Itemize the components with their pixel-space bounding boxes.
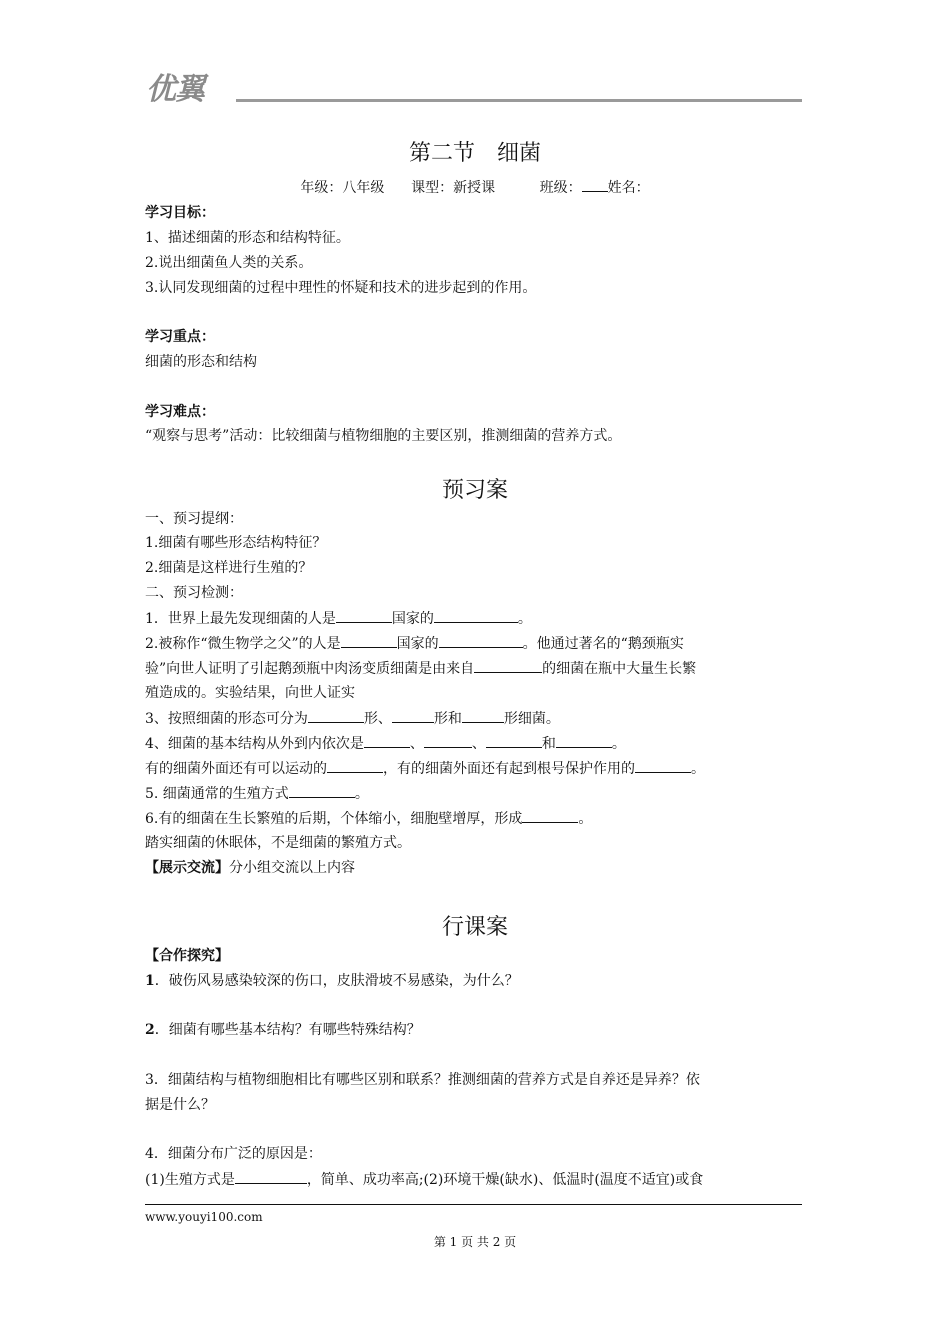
check-item-4 bbox=[145, 733, 626, 754]
check-5-text: 5. 细菌通常的生殖方式 bbox=[145, 786, 289, 802]
outline-heading: 一、预习提纲： bbox=[145, 511, 243, 527]
check-6-text: 。 bbox=[578, 811, 593, 827]
blank[interactable] bbox=[336, 608, 392, 623]
blank[interactable] bbox=[439, 633, 523, 648]
brand-logo: 优翼 bbox=[146, 72, 204, 107]
check-item-6 bbox=[145, 808, 592, 829]
lesson-q1 bbox=[145, 971, 519, 991]
check-item-5 bbox=[145, 783, 369, 804]
lesson-q2 bbox=[145, 1020, 421, 1040]
check-3-text: 形、 bbox=[363, 711, 392, 727]
goals-heading: 学习目标： bbox=[145, 205, 215, 221]
check-3-text: 形细菌。 bbox=[503, 711, 560, 727]
check-item-2 bbox=[145, 633, 684, 654]
check-5-text: 。 bbox=[354, 786, 369, 802]
blank[interactable] bbox=[635, 758, 691, 773]
blank[interactable] bbox=[474, 658, 542, 673]
page-number: 第 1 页 共 2 页 bbox=[433, 1235, 517, 1249]
check-2-text: 国家的 bbox=[396, 636, 439, 652]
check-item-3 bbox=[145, 708, 560, 729]
check-4-text: ，有的细菌外面还有起到根号保护作用的 bbox=[383, 761, 635, 777]
check-4-text: 有的细菌外面还有可以运动的 bbox=[145, 761, 327, 777]
info-type: 课型：新授课 bbox=[411, 180, 496, 196]
footer-rule bbox=[145, 1204, 802, 1205]
check-1-text: 1．世界上最先发现细菌的人是 bbox=[145, 611, 336, 627]
lesson-info bbox=[0, 177, 950, 197]
key-heading: 学习重点： bbox=[145, 329, 215, 345]
page-title: 第二节 细菌 bbox=[408, 141, 541, 166]
goal-3: 3.认同发现细菌的过程中理性的怀疑和技术的进步起到的作用。 bbox=[145, 280, 537, 296]
blank[interactable] bbox=[327, 758, 383, 773]
goal-1: 1、描述细菌的形态和结构特征。 bbox=[145, 230, 350, 246]
info-grade: 年级：八年级 bbox=[300, 180, 385, 196]
check-2-text: 。他通过著名的“鹅颈瓶实 bbox=[522, 636, 684, 652]
blank[interactable] bbox=[434, 608, 518, 623]
check-2-text: 2.被称作“微生物学之父”的人是 bbox=[145, 636, 341, 652]
check-3-text: 3、按照细菌的形态可分为 bbox=[145, 711, 308, 727]
lesson-q3-line2: 据是什么？ bbox=[145, 1097, 215, 1113]
header-rule bbox=[236, 99, 802, 102]
check-1-text: 国家的 bbox=[391, 611, 434, 627]
check-4-text: 4、细菌的基本结构从外到内依次是 bbox=[145, 736, 364, 752]
lesson-q1-number: 1 bbox=[145, 973, 155, 989]
lesson-q2-text: ．细菌有哪些基本结构？有哪些特殊结构？ bbox=[154, 1022, 421, 1038]
check-1-text: 。 bbox=[517, 611, 532, 627]
blank[interactable] bbox=[308, 708, 364, 723]
check-4-text: 、 bbox=[471, 736, 486, 752]
check-item-2-line2 bbox=[145, 658, 696, 679]
blank[interactable] bbox=[289, 783, 355, 798]
footer-url[interactable]: www.youyi100.com bbox=[145, 1210, 263, 1224]
blank[interactable] bbox=[522, 808, 578, 823]
check-item-6-line2: 踏实细菌的休眠体，不是细菌的繁殖方式。 bbox=[145, 835, 411, 851]
blank[interactable] bbox=[364, 733, 410, 748]
lesson-q4-text: ，简单、成功率高;(2)环境干燥(缺水)、低温时(温度不适宜)或食 bbox=[306, 1172, 704, 1188]
lesson-q4: 4．细菌分布广泛的原因是： bbox=[145, 1146, 322, 1162]
check-2-text: 验”向世人证明了引起鹅颈瓶中肉汤变质细菌是由来自 bbox=[145, 661, 475, 677]
blank[interactable] bbox=[556, 733, 612, 748]
check-4-text: 。 bbox=[691, 761, 705, 777]
lesson-q3: 3．细菌结构与植物细胞相比有哪些区别和联系？推测细菌的营养方式是自养还是异养？依 bbox=[145, 1072, 700, 1088]
blank[interactable] bbox=[341, 633, 397, 648]
outline-q1: 1.细菌有哪些形态结构特征？ bbox=[145, 535, 327, 551]
check-4-text: 。 bbox=[611, 736, 626, 752]
info-name: 姓名： bbox=[607, 180, 650, 196]
info-class: 班级： bbox=[539, 180, 582, 196]
difficulty-text: “观察与思考”活动：比较细菌与植物细胞的主要区别，推测细菌的营养方式。 bbox=[145, 428, 622, 444]
check-6-text: 6.有的细菌在生长繁殖的后期，个体缩小，细胞壁增厚，形成 bbox=[145, 811, 523, 827]
blank[interactable] bbox=[486, 733, 542, 748]
check-item-2-line3: 殖造成的。实验结果，向世人证实 bbox=[145, 685, 355, 701]
check-item-4-line2 bbox=[145, 758, 705, 779]
outline-q2: 2.细菌是这样进行生殖的？ bbox=[145, 560, 313, 576]
blank[interactable] bbox=[424, 733, 472, 748]
class-blank[interactable] bbox=[582, 177, 608, 192]
blank[interactable] bbox=[235, 1169, 307, 1184]
key-text: 细菌的形态和结构 bbox=[145, 354, 257, 370]
check-item-1 bbox=[145, 608, 532, 629]
coop-heading: 【合作探究】 bbox=[145, 948, 229, 964]
show-exchange-label: 【展示交流】 bbox=[145, 860, 229, 876]
show-exchange bbox=[145, 858, 355, 878]
show-exchange-text: 分小组交流以上内容 bbox=[229, 860, 355, 876]
check-heading: 二、预习检测： bbox=[145, 585, 243, 601]
blank[interactable] bbox=[392, 708, 434, 723]
preview-title: 预习案 bbox=[441, 478, 508, 503]
lesson-title: 行课案 bbox=[441, 915, 508, 940]
lesson-q1-text: ．破伤风易感染较深的伤口，皮肤滑坡不易感染，为什么？ bbox=[154, 973, 519, 989]
difficulty-heading: 学习难点： bbox=[145, 404, 215, 420]
lesson-q2-number: 2 bbox=[145, 1022, 155, 1038]
check-2-text: 的细菌在瓶中大量生长繁 bbox=[542, 661, 697, 677]
lesson-q4-line2 bbox=[145, 1169, 703, 1190]
blank[interactable] bbox=[462, 708, 504, 723]
lesson-q4-text: (1)生殖方式是 bbox=[145, 1172, 235, 1188]
goal-2: 2.说出细菌鱼人类的关系。 bbox=[145, 255, 313, 271]
check-4-text: 和 bbox=[541, 736, 556, 752]
check-3-text: 形和 bbox=[433, 711, 462, 727]
check-4-text: 、 bbox=[409, 736, 424, 752]
